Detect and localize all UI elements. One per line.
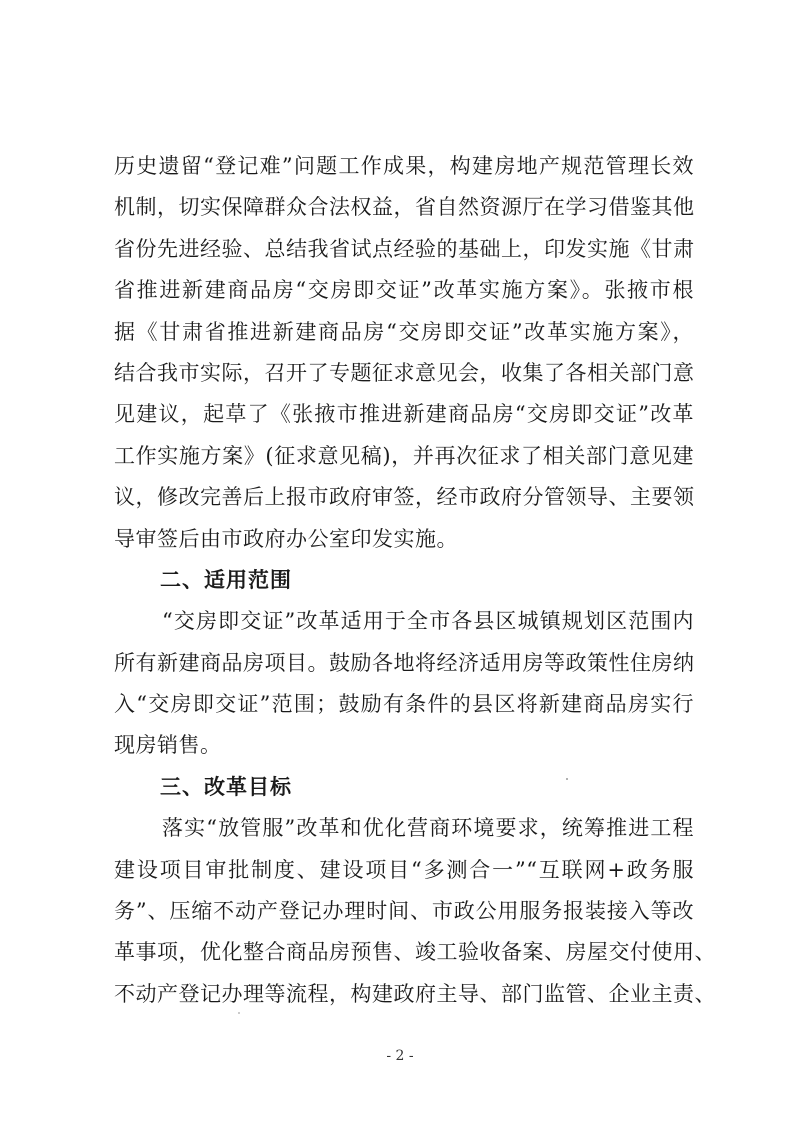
paragraph-line: 省推进新建商品房“交房即交证”改革实施方案》。张掖市根 (114, 278, 694, 303)
paragraph-line: 革事项，优化整合商品房预售、竣工验收备案、房屋交付使用、 (114, 940, 716, 965)
paragraph-line: 建设项目审批制度、建设项目“多测合一”“互联网+政务服 (114, 857, 694, 882)
paragraph-line: “交房即交证”改革适用于全市各县区城镇规划区范围内 (162, 609, 694, 634)
paragraph-line: 务”、压缩不动产登记办理时间、市政公用服务报装接入等改 (114, 899, 694, 924)
paragraph-line: 省份先进经验、总结我省试点经验的基础上，印发实施《甘肃 (114, 236, 695, 261)
paragraph-line: 议，修改完善后上报市政府审签，经市政府分管领导、主要领 (114, 485, 695, 510)
paragraph-line: 导审签后由市政府办公室印发实施。 (114, 526, 458, 551)
paragraph-line: 入“交房即交证”范围；鼓励有条件的县区将新建商品房实行 (114, 692, 694, 717)
section-heading-goals: 三、改革目标 (160, 774, 292, 799)
paragraph-line: 据《甘肃省推进新建商品房“交房即交证”改革实施方案》， (114, 319, 694, 344)
page-number: - 2 - (386, 1048, 414, 1064)
paragraph-line: 现房销售。 (114, 733, 222, 758)
paragraph-line: 历史遗留“登记难”问题工作成果，构建房地产规范管理长效 (114, 154, 694, 178)
paragraph-line: 机制，切实保障群众合法权益，省自然资源厅在学习借鉴其他 (114, 195, 695, 220)
paragraph-line: 见建议，起草了《张掖市推进新建商品房“交房即交证”改革 (114, 402, 694, 427)
document-body (114, 146, 716, 1015)
scan-speck (566, 778, 568, 780)
scan-speck (238, 1012, 240, 1014)
paragraph-line: 落实“放管服”改革和优化营商环境要求，统筹推进工程 (162, 816, 694, 841)
paragraph-line: 工作实施方案》(征求意见稿)，并再次征求了相关部门意见建 (114, 443, 694, 468)
paragraph-line: 不动产登记办理等流程，构建政府主导、部门监管、企业主责、 (114, 981, 716, 1006)
paragraph-line: 所有新建商品房项目。鼓励各地将经济适用房等政策性住房纳 (114, 650, 695, 675)
section-heading-scope: 二、适用范围 (160, 567, 292, 592)
paragraph-line: 结合我市实际，召开了专题征求意见会，收集了各相关部门意 (114, 360, 695, 385)
